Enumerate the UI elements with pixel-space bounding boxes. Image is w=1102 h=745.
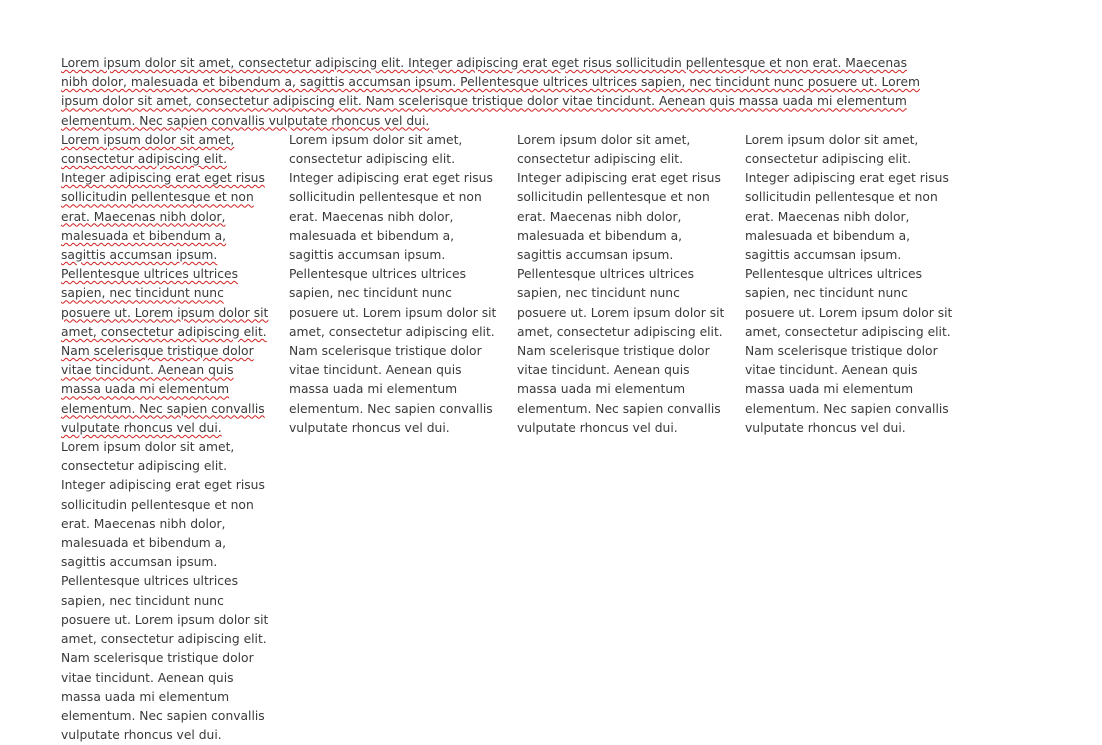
column-3-paragraph-1: Lorem ipsum dolor sit amet, consectetur adipiscing elit. Integer adipiscing erat eget risus sollicitudin pellentesque et non erat. Maecenas nibh dolor, malesuada et bibendum a, sagittis accumsan ipsum. Pellentesque ultrices ultrices sapien, nec tincidunt nunc posuere ut. Lorem ipsum dolor sit amet, consectetur adipiscing elit. Nam scelerisque tristique dolor vitae tincidunt. Aenean quis massa uada mi elementum elementum. Nec sapien convallis vulputate rhoncus vel dui. bbox=[517, 132, 725, 435]
text-column-3[interactable] bbox=[517, 131, 725, 438]
column-4-paragraph-1: Lorem ipsum dolor sit amet, consectetur adipiscing elit. Integer adipiscing erat eget risus sollicitudin pellentesque et non erat. Maecenas nibh dolor, malesuada et bibendum a, sagittis accumsan ipsum. Pellentesque ultrices ultrices sapien, nec tincidunt nunc posuere ut. Lorem ipsum dolor sit amet, consectetur adipiscing elit. Nam scelerisque tristique dolor vitae tincidunt. Aenean quis massa uada mi elementum elementum. Nec sapien convallis vulputate rhoncus vel dui. bbox=[745, 132, 953, 435]
intro-paragraph-text: Lorem ipsum dolor sit amet, consectetur adipiscing elit. Integer adipiscing erat eget risus sollicitudin pellentesque et non erat. Maecenas nibh dolor, malesuada et bibendum a, sagittis accumsan ipsum. Pellentesque ultrices ultrices sapien, nec tincidunt nunc posuere ut. Lorem ipsum dolor sit amet, consectetur adipiscing elit. Nam scelerisque tristique dolor vitae tincidunt. Aenean quis massa uada mi elementum elementum. Nec sapien convallis vulputate rhoncus vel dui. bbox=[61, 56, 921, 128]
text-column-2[interactable] bbox=[289, 131, 497, 438]
column-2-paragraph-1: Lorem ipsum dolor sit amet, consectetur adipiscing elit. Integer adipiscing erat eget risus sollicitudin pellentesque et non erat. Maecenas nibh dolor, malesuada et bibendum a, sagittis accumsan ipsum. Pellentesque ultrices ultrices sapien, nec tincidunt nunc posuere ut. Lorem ipsum dolor sit amet, consectetur adipiscing elit. Nam scelerisque tristique dolor vitae tincidunt. Aenean quis massa uada mi elementum elementum. Nec sapien convallis vulputate rhoncus vel dui. bbox=[289, 132, 497, 435]
column-1-paragraph-1 bbox=[61, 131, 269, 438]
intro-paragraph[interactable] bbox=[61, 54, 931, 131]
text-columns bbox=[61, 131, 961, 745]
document-page[interactable] bbox=[61, 54, 961, 745]
text-column-1[interactable] bbox=[61, 131, 269, 745]
text-column-4[interactable] bbox=[745, 131, 953, 438]
column-1-paragraph-2: Lorem ipsum dolor sit amet, consectetur adipiscing elit. Integer adipiscing erat eget risus sollicitudin pellentesque et non erat. Maecenas nibh dolor, malesuada et bibendum a, sagittis accumsan ipsum. Pellentesque ultrices ultrices sapien, nec tincidunt nunc posuere ut. Lorem ipsum dolor sit amet, consectetur adipiscing elit. Nam scelerisque tristique dolor vitae tincidunt. Aenean quis massa uada mi elementum elementum. Nec sapien convallis vulputate rhoncus vel dui. bbox=[61, 440, 269, 743]
column-1-paragraph-1-text: Lorem ipsum dolor sit amet, consectetur adipiscing elit. Integer adipiscing erat eget risus sollicitudin pellentesque et non erat. Maecenas nibh dolor, malesuada et bibendum a, sagittis accumsan ipsum. Pellentesque ultrices ultrices sapien, nec tincidunt nunc posuere ut. Lorem ipsum dolor sit amet, consectetur adipiscing elit. Nam scelerisque tristique dolor vitae tincidunt. Aenean quis massa uada mi elementum elementum. Nec sapien convallis vulputate rhoncus vel dui. bbox=[61, 132, 269, 435]
